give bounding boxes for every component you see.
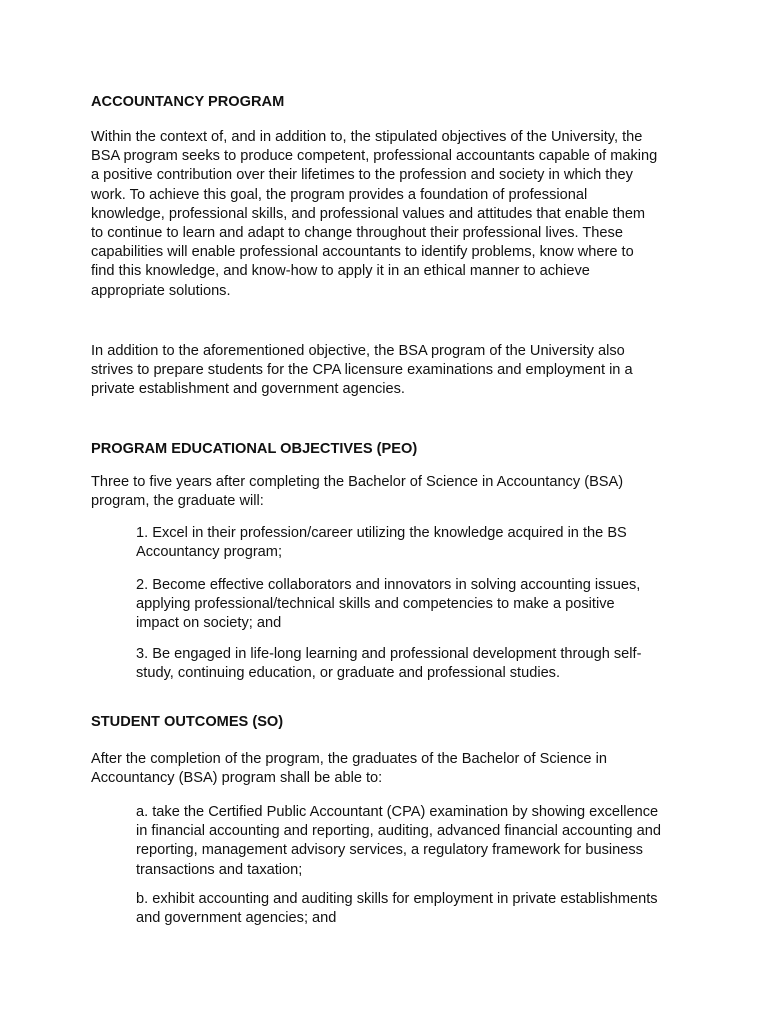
paragraph-accountancy-cpa (91, 342, 691, 400)
text-line: study, continuing education, or graduate and professional studies. (136, 665, 561, 682)
peo-item-3 (136, 645, 686, 683)
text-line: BSA program seeks to produce competent, professional accountants capable of making (91, 148, 658, 165)
text-line: and government agencies; and (136, 910, 337, 927)
heading-accountancy-program: ACCOUNTANCY PROGRAM (91, 94, 285, 110)
text-line: In addition to the aforementioned objective, the BSA program of the University also (91, 343, 625, 359)
text-line: transactions and taxation; (136, 861, 303, 878)
text-line: in financial accounting and reporting, auditing, advanced financial accounting and (136, 823, 661, 840)
text-line: Within the context of, and in addition to, the stipulated objectives of the University, the (91, 129, 643, 145)
text-line: capabilities will enable professional accountants to identify problems, know where to (91, 244, 634, 261)
paragraph-accountancy-intro (91, 128, 691, 301)
text-line: find this knowledge, and know-how to apply it in an ethical manner to achieve (91, 263, 590, 280)
text-line: a. take the Certified Public Accountant (CPA) examination by showing excellence (136, 804, 659, 820)
text-line: a positive contribution over their lifetimes to the profession and society in which they (91, 167, 633, 184)
text-line: appropriate solutions. (91, 282, 231, 299)
text-line: 3. Be engaged in life-long learning and professional development through self- (136, 646, 642, 662)
peo-item-1 (136, 524, 686, 562)
heading-so: STUDENT OUTCOMES (SO) (91, 714, 284, 730)
text-line: program, the graduate will: (91, 493, 264, 510)
peo-item-2 (136, 576, 686, 634)
so-item-a (136, 803, 686, 880)
text-line: b. exhibit accounting and auditing skills for employment in private establishments (136, 891, 658, 907)
text-line: Accountancy (BSA) program shall be able to: (91, 770, 383, 787)
paragraph-so-intro (91, 750, 691, 788)
text-line: 2. Become effective collaborators and innovators in solving accounting issues, (136, 577, 641, 593)
text-line: reporting, management advisory services, a regulatory framework for business (136, 842, 643, 859)
text-line: 1. Excel in their profession/career utilizing the knowledge acquired in the BS (136, 525, 627, 541)
text-line: impact on society; and (136, 615, 282, 632)
text-line: knowledge, professional skills, and professional values and attitudes that enable them (91, 205, 646, 222)
text-line: Accountancy program; (136, 544, 283, 561)
text-line: work. To achieve this goal, the program provides a foundation of professional (91, 186, 588, 203)
text-line: private establishment and government agencies. (91, 381, 405, 398)
paragraph-peo-intro (91, 473, 691, 511)
text-line: strives to prepare students for the CPA licensure examinations and employment in a (91, 362, 633, 379)
text-line: applying professional/technical skills and competencies to make a positive (136, 596, 615, 613)
text-line: After the completion of the program, the graduates of the Bachelor of Science in (91, 751, 607, 767)
heading-peo: PROGRAM EDUCATIONAL OBJECTIVES (PEO) (91, 441, 418, 457)
text-line: to continue to learn and adapt to change throughout their professional lives. These (91, 225, 623, 242)
text-line: Three to five years after completing the Bachelor of Science in Accountancy (BSA) (91, 474, 624, 490)
so-item-b (136, 890, 686, 928)
